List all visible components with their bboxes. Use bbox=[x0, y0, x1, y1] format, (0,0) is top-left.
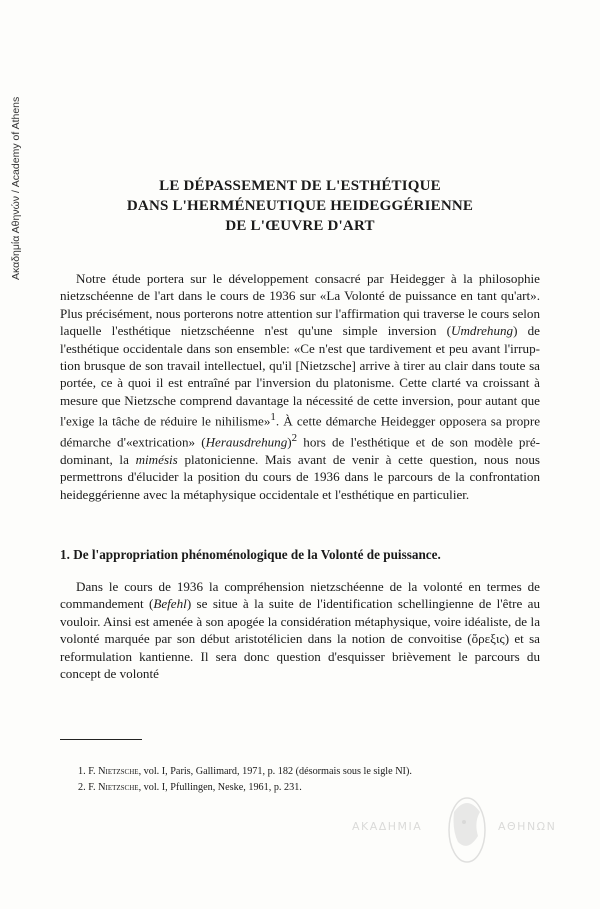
paragraph-intro bbox=[60, 270, 540, 503]
footnote-num: 2. F. bbox=[78, 782, 99, 793]
footnote-author: Nietzsche bbox=[98, 782, 139, 793]
athena-head-icon bbox=[444, 792, 490, 868]
emphasis-umdrehung: Umdrehung bbox=[451, 323, 514, 339]
text-run: . À cette démarche Heidegger opposera sa propre démarche d'«extrication» ( bbox=[60, 413, 540, 450]
text-run: platonicienne. Mais avant de venir à cette question, nous nous permettrons d'élucider la position du cours de 1936 dans le parcours de la confrontation heideggérienne avec la métaphysique occidentale et l'esthétique en particulier. bbox=[60, 451, 540, 502]
footnote-num: 1. F. bbox=[78, 766, 99, 777]
academy-seal-watermark bbox=[352, 790, 572, 870]
seal-text-left: ΑΚΑΔΗΜΙΑ bbox=[352, 820, 423, 833]
text-run: ) bbox=[287, 434, 292, 450]
title-line-3: DE L'ŒUVRE D'ART bbox=[225, 218, 375, 234]
text-run: Dans le cours de 1936 la compréhension nietzschéenne de la volonté en termes de commandement ( bbox=[60, 579, 540, 612]
footnote-ref-2[interactable]: 2 bbox=[291, 432, 298, 445]
emphasis-mimesis: mimésis bbox=[135, 451, 178, 467]
text-run: Notre étude portera sur le développement consacré par Heidegger à la philosophie nietzschéenne de l'art dans le cours de 1936 sur «La Volonté de puissance en tant qu'art». Plus précisément, nous porterons notre attention sur l'affirmation qui traverse le cours selon laquelle l'esthétique nietzschéenne n'est qu'une simple inversion ( bbox=[60, 271, 540, 339]
footnote-divider bbox=[60, 739, 142, 740]
article-title bbox=[60, 176, 540, 236]
title-line-1: LE DÉPASSEMENT DE L'ESTHÉTIQUE bbox=[159, 178, 441, 194]
side-watermark: Ακαδημία Αθηνών / Academy of Athens bbox=[10, 96, 22, 280]
text-run: hors de l'esthétique et de son modèle prédominant, la bbox=[60, 434, 541, 467]
text-run: ) de l'esthétique occidentale dans son ensemble: «Ce n'est que tardivement et peu avant l'irruption brusque de son travail intellectuel, qu'il [Nietzsche] arrive à tirer au clair dans toute sa portée, ce à quoi il est entraîné par l'inversion du platonisme. Cette clarté va croissant à mesure que Nietzsche comprend davantage la nécessité de cette inversion, pour autant que l'exige la tâche de réduire le nihilisme» bbox=[60, 323, 540, 429]
footnote-text: , vol. I, Paris, Gallimard, 1971, p. 182 (désormais sous le sigle NI). bbox=[138, 766, 412, 777]
emphasis-befehl: Befehl bbox=[153, 596, 187, 612]
seal-text-right: ΑΘΗΝΩΝ bbox=[498, 820, 557, 833]
paragraph-section-1 bbox=[60, 578, 540, 682]
text-run: ) se situe à la suite de l'identification schellingienne de l'être au vouloir. Ainsi est amenée à son apogée la considération métaphysique, voire idéaliste, de la volonté marquée par son début aristotélicien dans la notion de convoitise (ὄρεξις) et sa reformulation kantienne. Il sera donc question d'esquisser brièvement le parcours du concept de volonté bbox=[60, 596, 540, 682]
footnote-text: , vol. I, Pfullingen, Neske, 1961, p. 231. bbox=[138, 782, 302, 793]
footnote-ref-1[interactable]: 1 bbox=[270, 411, 276, 424]
footnote-1 bbox=[78, 764, 538, 780]
emphasis-herausdrehung: Herausdrehung bbox=[205, 434, 288, 450]
section-heading: 1. De l'appropriation phénoménologique de la Volonté de puissance. bbox=[60, 547, 441, 562]
footnote-author: Nietzsche bbox=[98, 766, 139, 777]
title-line-2: DANS L'HERMÉNEUTIQUE HEIDEGGÉRIENNE bbox=[126, 198, 474, 214]
